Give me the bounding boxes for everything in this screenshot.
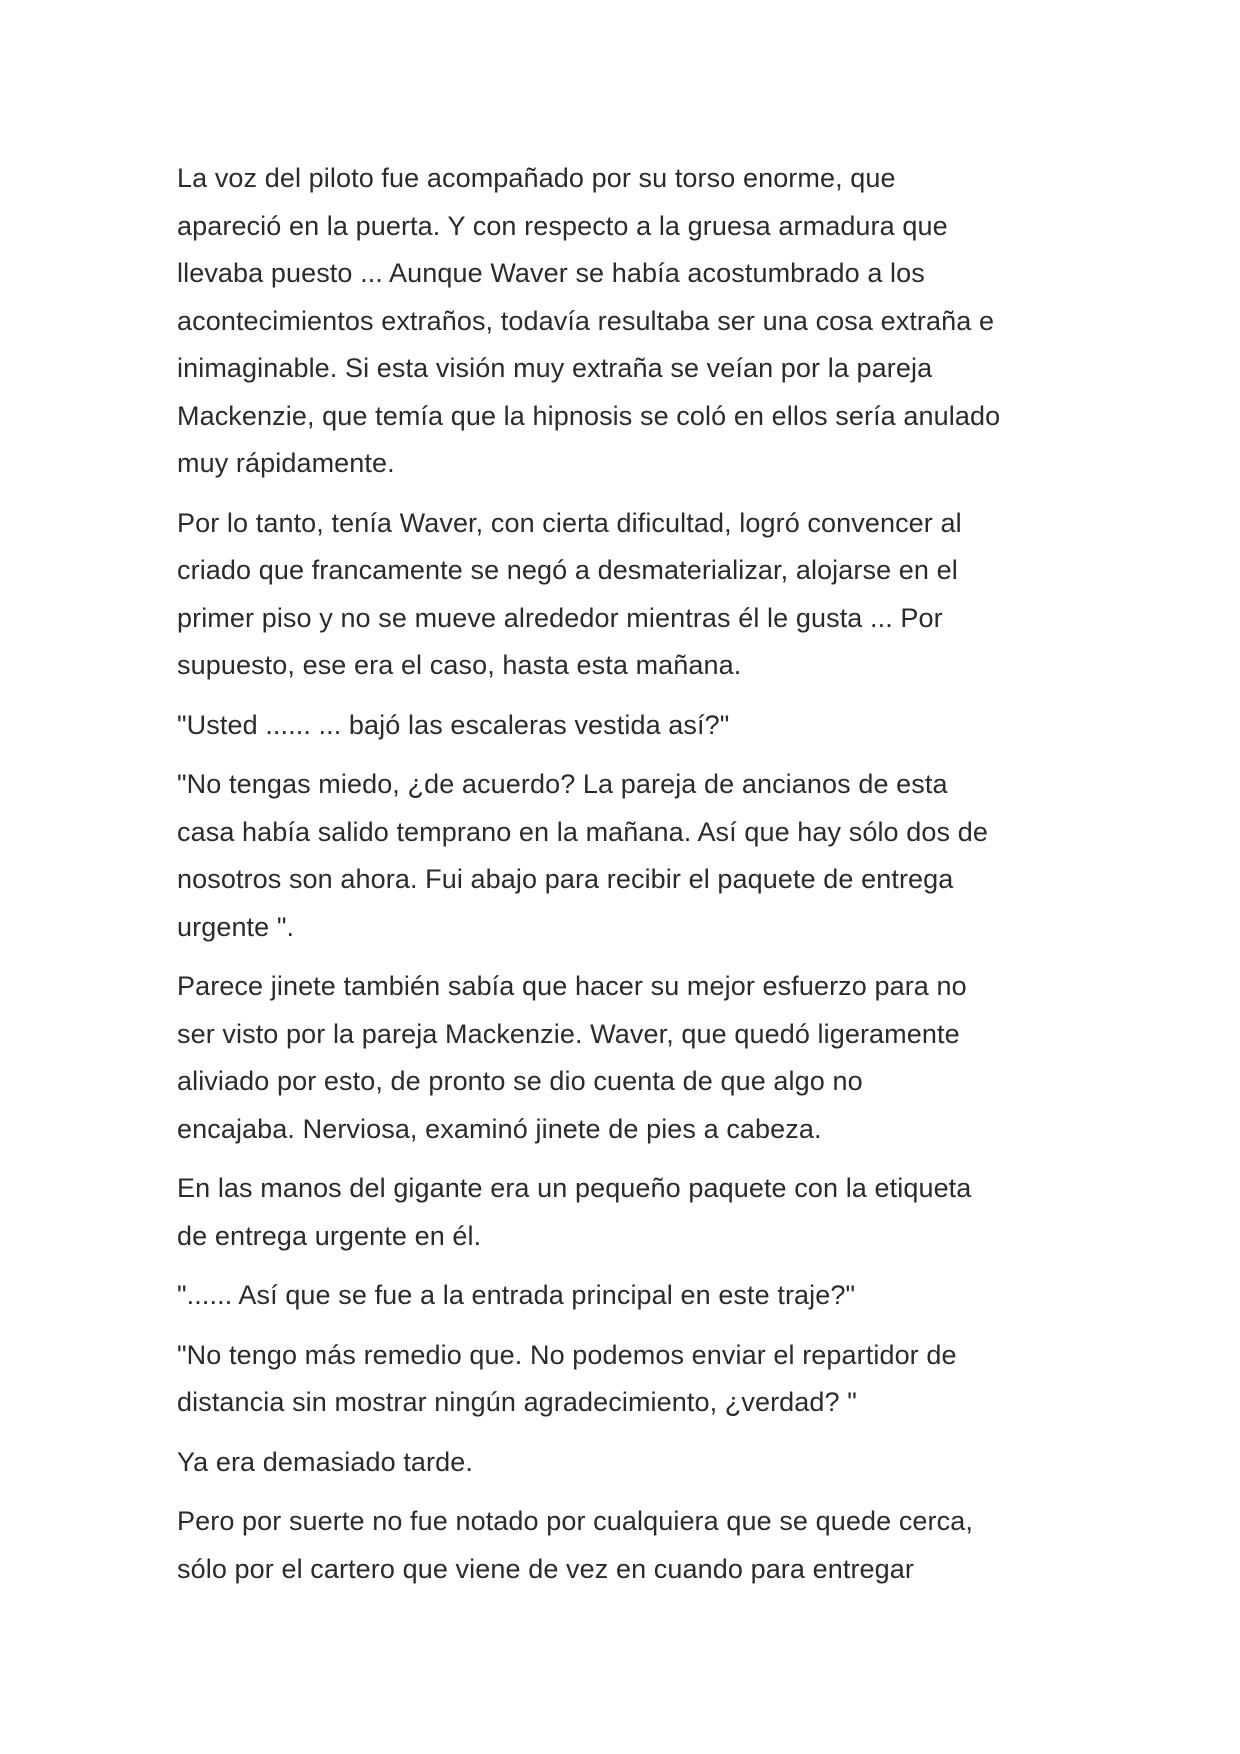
paragraph: [177, 1332, 1077, 1427]
paragraph: [177, 1439, 1077, 1487]
text-line: "No tengo más remedio que. No podemos enviar el repartidor de: [177, 1339, 957, 1370]
text-line: ser visto por la pareja Mackenzie. Waver, que quedó ligeramente: [177, 1018, 960, 1049]
text-line: "No tengas miedo, ¿de acuerdo? La pareja de ancianos de esta: [177, 769, 948, 799]
text-line: nosotros son ahora. Fui abajo para recibir el paquete de entrega: [177, 864, 954, 894]
text-line: casa había salido temprano en la mañana. Así que hay sólo dos de: [177, 816, 988, 847]
paragraph: [177, 1272, 1077, 1320]
text-line: supuesto, ese era el caso, hasta esta mañana.: [177, 650, 742, 680]
paragraph: [177, 963, 1077, 1153]
text-line: muy rápidamente.: [177, 448, 395, 478]
text-line: En las manos del gigante era un pequeño paquete con la etiqueta: [177, 1173, 972, 1203]
text-line: de entrega urgente en él.: [177, 1220, 482, 1251]
text-line: sólo por el cartero que viene de vez en cuando para entregar: [177, 1553, 914, 1584]
text-line: Parece jinete también sabía que hacer su mejor esfuerzo para no: [177, 971, 967, 1001]
paragraph: [177, 702, 1077, 750]
text-line: primer piso y no se mueve alrededor mientras él le gusta ... Por: [177, 602, 943, 633]
text-line: distancia sin mostrar ningún agradecimiento, ¿verdad? ": [177, 1387, 857, 1417]
text-line: Ya era demasiado tarde.: [177, 1446, 473, 1477]
text-line: llevaba puesto ... Aunque Waver se había acostumbrado a los: [177, 258, 925, 288]
text-line: encajaba. Nerviosa, examinó jinete de pies a cabeza.: [177, 1113, 822, 1144]
text-line: Por lo tanto, tenía Waver, con cierta dificultad, logró convencer al: [177, 507, 962, 538]
text-line: "...... Así que se fue a la entrada principal en este traje?": [177, 1280, 856, 1310]
paragraph: [177, 761, 1077, 951]
text-line: criado que francamente se negó a desmaterializar, alojarse en el: [177, 555, 958, 585]
paragraph: [177, 155, 1077, 488]
paragraph: [177, 1498, 1077, 1593]
text-line: acontecimientos extraños, todavía resultaba ser una cosa extraña e: [177, 305, 995, 336]
paragraph: [177, 500, 1077, 690]
text-line: Pero por suerte no fue notado por cualquiera que se quede cerca,: [177, 1506, 973, 1536]
text-line: urgente ".: [177, 911, 295, 942]
text-line: aliviado por esto, de pronto se dio cuenta de que algo no: [177, 1066, 863, 1096]
text-line: Mackenzie, que temía que la hipnosis se coló en ellos sería anulado: [177, 400, 1001, 431]
body-text: [177, 155, 1077, 1605]
text-line: inimaginable. Si esta visión muy extraña se veían por la pareja: [177, 353, 933, 383]
text-line: apareció en la puerta. Y con respecto a la gruesa armadura que: [177, 210, 948, 241]
paragraph: [177, 1165, 1077, 1260]
text-line: "Usted ...... ... bajó las escaleras vestida así?": [177, 709, 730, 740]
text-line: La voz del piloto fue acompañado por su torso enorme, que: [177, 163, 896, 193]
